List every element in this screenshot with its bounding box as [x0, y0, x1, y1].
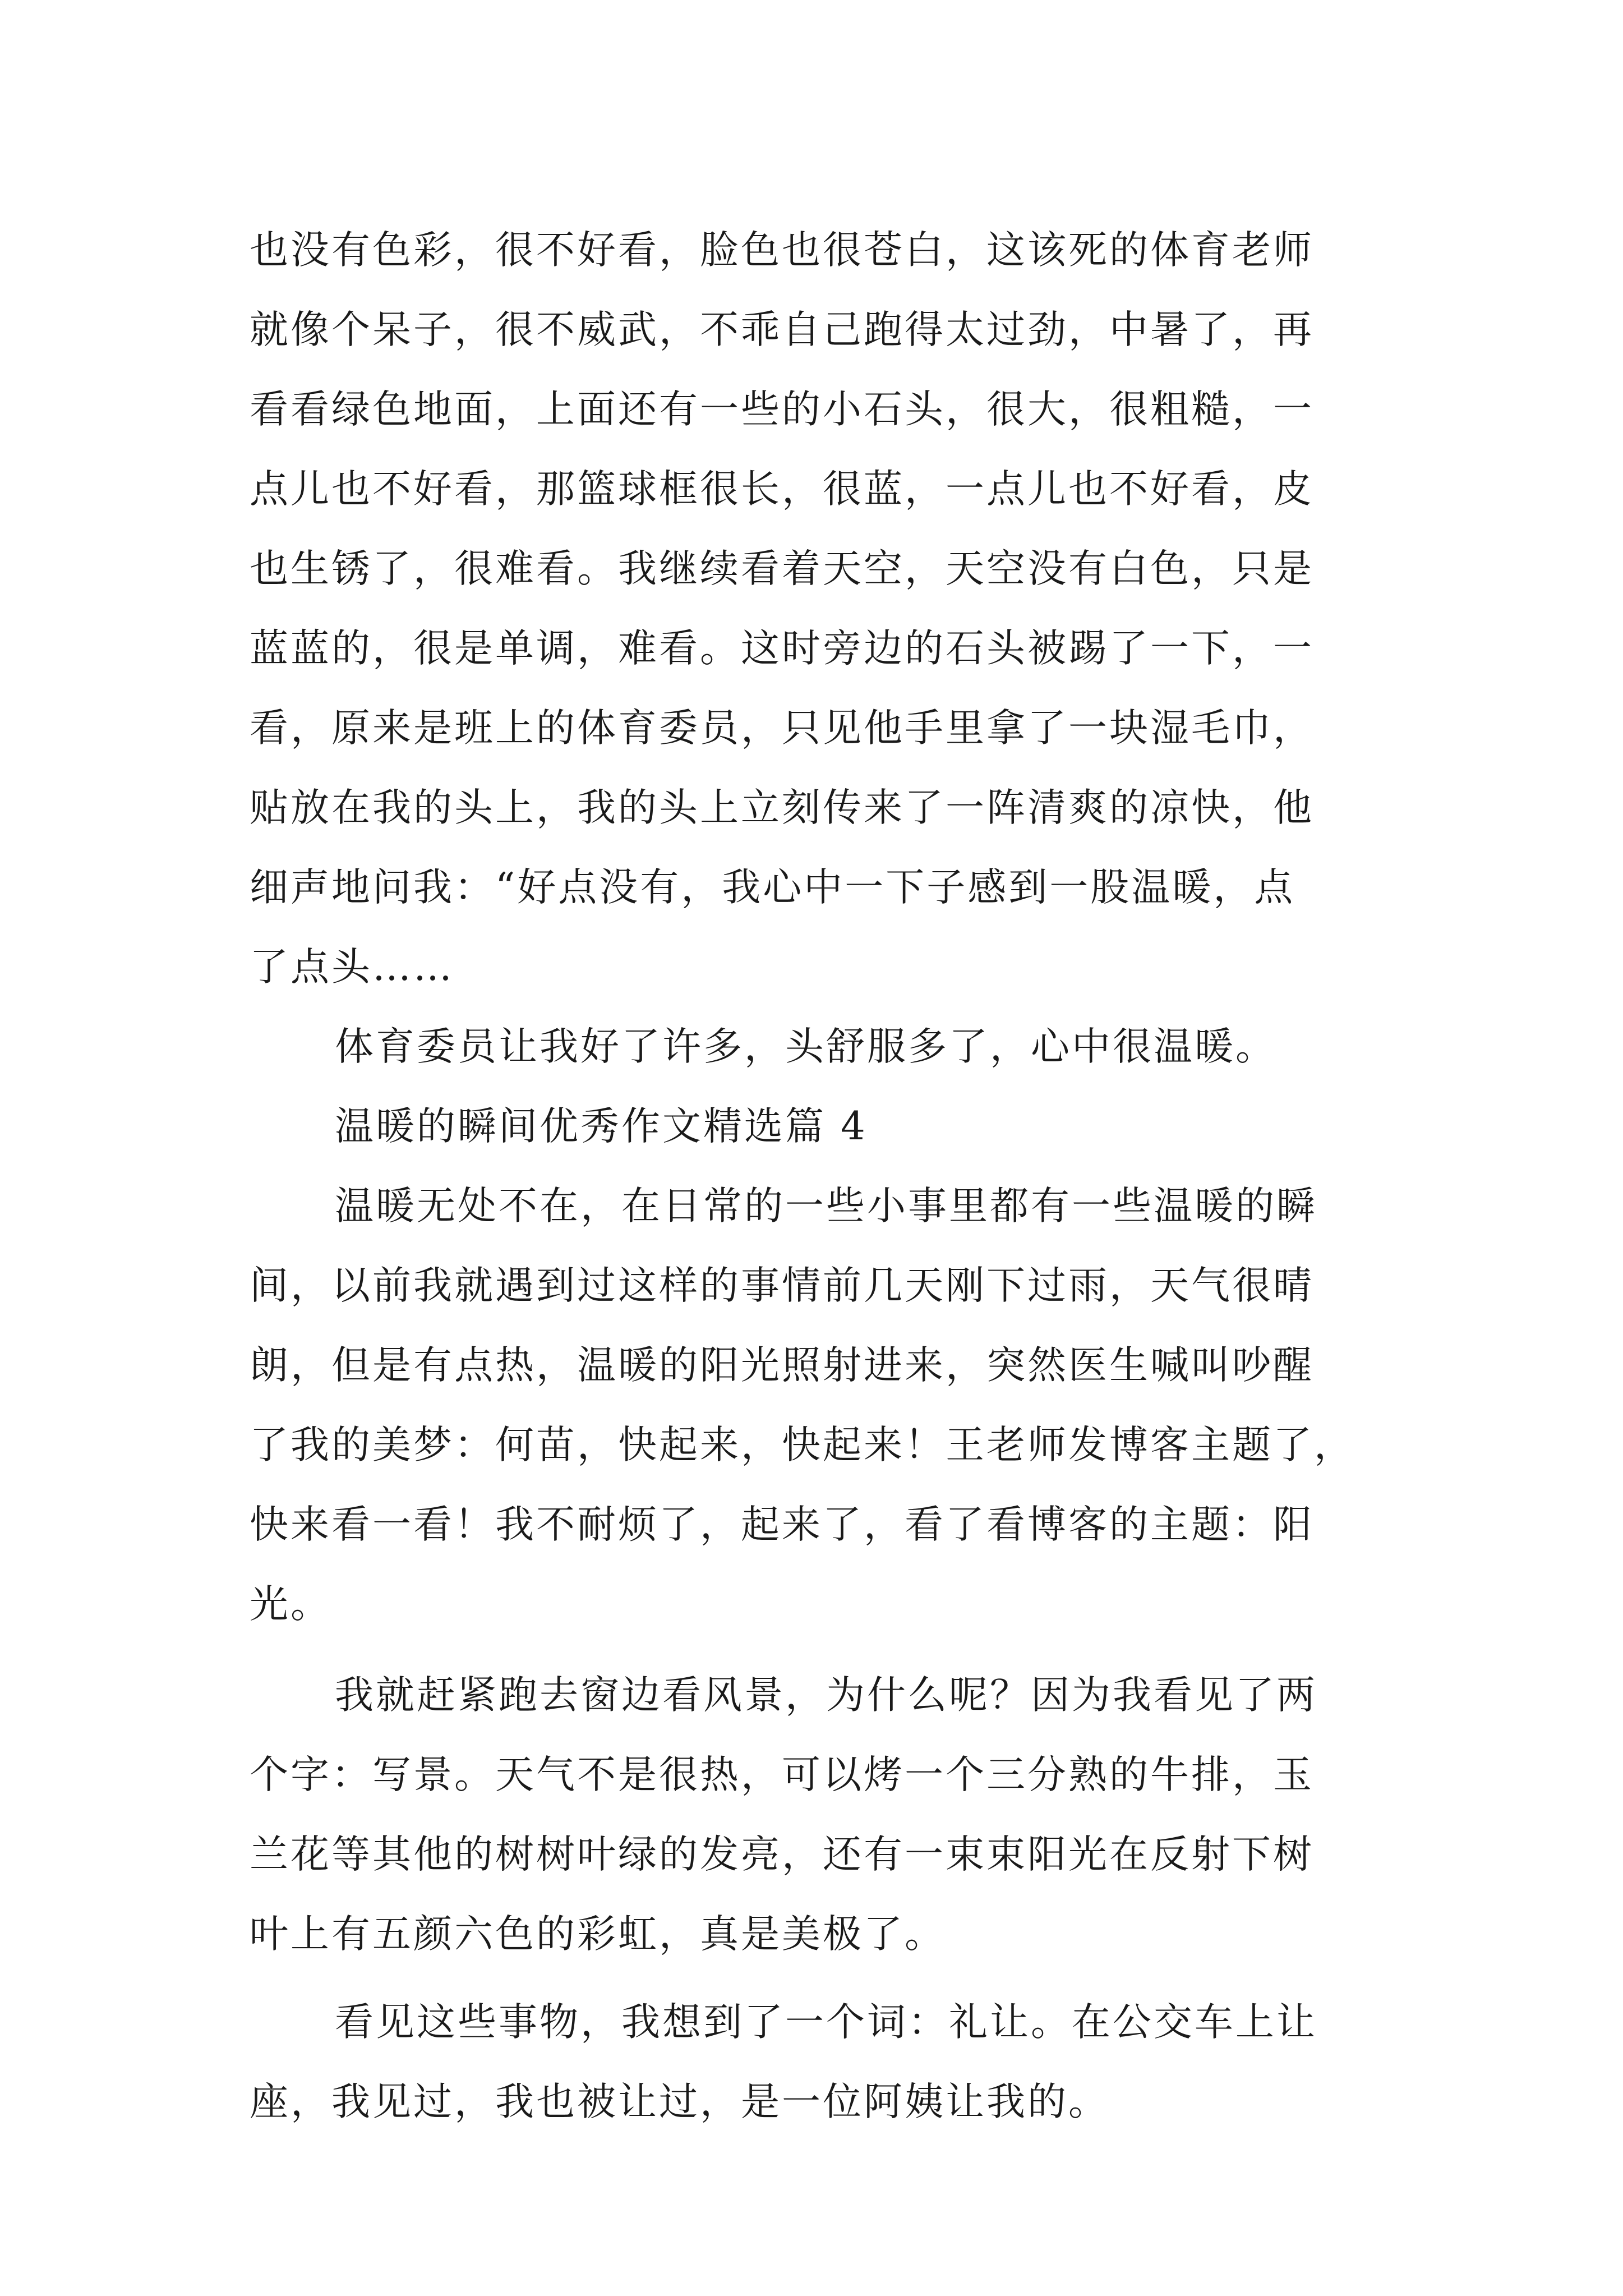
text-line: 细声地问我：“好点没有，我心中一下子感到一股温暖，点: [250, 865, 1295, 910]
text-line: 也没有色彩，很不好看，脸色也很苍白，这该死的体育老师: [250, 228, 1314, 273]
text-line: 贴放在我的头上，我的头上立刻传来了一阵清爽的凉快，他: [250, 785, 1314, 830]
text-line: 个字：写景。天气不是很热，可以烤一个三分熟的牛排，玉: [250, 1752, 1314, 1797]
text-line: 就像个呆子，很不威武，不乖自己跑得太过劲，中暑了，再: [250, 307, 1314, 352]
text-line: 兰花等其他的树树叶绿的发亮，还有一束束阳光在反射下树: [250, 1832, 1314, 1877]
text-line: 叶上有五颜六色的彩虹，真是美极了。: [250, 1912, 946, 1957]
text-line: 看，原来是班上的体育委员，只见他手里拿了一块湿毛巾，: [250, 706, 1314, 751]
text-line: 间，以前我就遇到过这样的事情前几天刚下过雨，天气很晴: [250, 1263, 1314, 1308]
text-line: 了点头……: [250, 945, 454, 990]
text-line: 看看绿色地面，上面还有一些的小石头，很大，很粗糙，一: [250, 387, 1314, 432]
text-line: 温暖无处不在，在日常的一些小事里都有一些温暖的瞬: [335, 1184, 1317, 1228]
text-line: 看见这些事物，我想到了一个词：礼让。在公交车上让: [335, 2000, 1317, 2045]
text-line: 朗，但是有点热，温暖的阳光照射进来，突然医生喊叫吵醒: [250, 1343, 1314, 1388]
text-line: 快来看一看！我不耐烦了，起来了，看了看博客的主题：阳: [250, 1502, 1314, 1547]
text-line: 座，我见过，我也被让过，是一位阿姨让我的。: [250, 2079, 1109, 2124]
text-line: 点儿也不好看，那篮球框很长，很蓝，一点儿也不好看，皮: [250, 467, 1314, 512]
section-heading: 温暖的瞬间优秀作文精选篇 4: [335, 1104, 868, 1149]
text-line: 蓝蓝的，很是单调，难看。这时旁边的石头被踢了一下，一: [250, 626, 1314, 671]
text-line: 了我的美梦：何苗，快起来，快起来！王老师发博客主题了，: [250, 1423, 1355, 1467]
text-line: 光。: [250, 1582, 331, 1627]
text-line: 也生锈了，很难看。我继续看着天空，天空没有白色，只是: [250, 546, 1314, 591]
text-line: 体育委员让我好了许多，头舒服多了，心中很温暖。: [335, 1024, 1276, 1069]
text-line: 我就赶紧跑去窗边看风景，为什么呢？因为我看见了两: [335, 1673, 1317, 1718]
